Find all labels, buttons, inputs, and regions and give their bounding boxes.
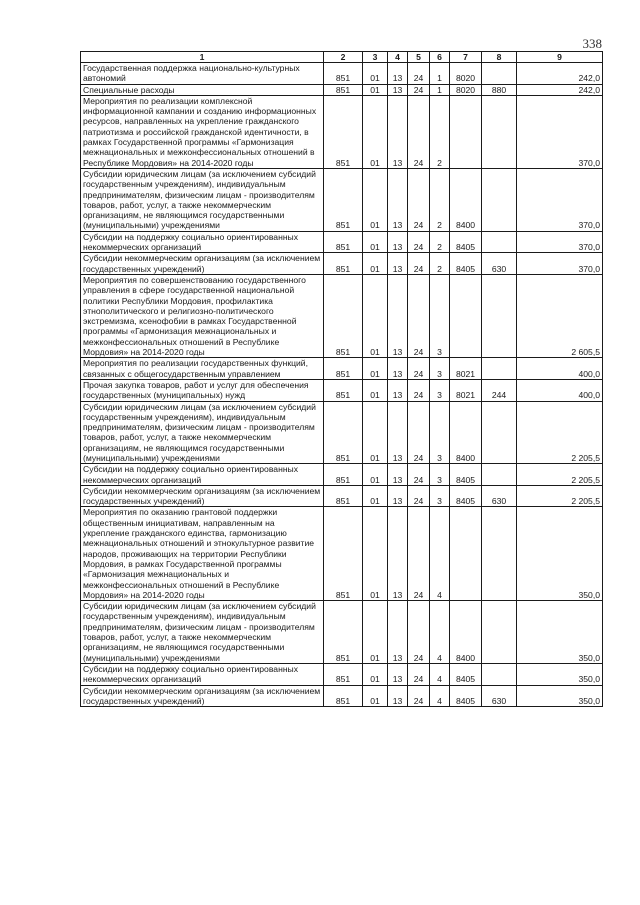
code-cell: 13 <box>388 507 408 601</box>
table-row <box>81 253 603 275</box>
budget-table <box>80 51 603 707</box>
code-cell: 01 <box>363 168 388 231</box>
code-cell <box>482 231 517 253</box>
code-cell: 851 <box>324 507 363 601</box>
code-cell: 3 <box>430 485 450 507</box>
table-row <box>81 95 603 168</box>
code-cell: 24 <box>408 63 430 85</box>
code-cell: 01 <box>363 464 388 486</box>
code-cell: 13 <box>388 274 408 357</box>
code-cell: 851 <box>324 168 363 231</box>
amount-cell: 350,0 <box>517 663 603 685</box>
row-name-cell: Субсидии юридическим лицам (за исключением субсидий государственным учреждениям), индивидуальным предпринимателям, физическим лицам - производителям товаров, работ, услуг, а также некоммерческим организациям, не являющимся государственными (муниципальными) учреждениями <box>81 601 324 664</box>
code-cell <box>482 274 517 357</box>
code-cell: 2 <box>430 253 450 275</box>
code-cell: 01 <box>363 274 388 357</box>
code-cell: 13 <box>388 464 408 486</box>
code-cell: 01 <box>363 63 388 85</box>
code-cell: 24 <box>408 379 430 401</box>
code-cell: 24 <box>408 464 430 486</box>
code-cell: 8405 <box>450 685 482 707</box>
code-cell: 851 <box>324 485 363 507</box>
code-cell: 3 <box>430 379 450 401</box>
code-cell: 3 <box>430 401 450 464</box>
code-cell: 851 <box>324 685 363 707</box>
code-cell: 8400 <box>450 601 482 664</box>
code-cell: 01 <box>363 663 388 685</box>
code-cell: 24 <box>408 485 430 507</box>
code-cell <box>482 401 517 464</box>
code-cell <box>482 663 517 685</box>
code-cell: 01 <box>363 379 388 401</box>
code-cell <box>450 507 482 601</box>
code-cell: 13 <box>388 358 408 380</box>
code-cell <box>482 464 517 486</box>
code-cell: 13 <box>388 231 408 253</box>
code-cell: 8400 <box>450 168 482 231</box>
row-name-cell: Субсидии некоммерческим организациям (за исключением государственных учреждений) <box>81 485 324 507</box>
code-cell: 13 <box>388 253 408 275</box>
code-cell: 851 <box>324 63 363 85</box>
code-cell: 24 <box>408 253 430 275</box>
table-row <box>81 168 603 231</box>
code-cell: 851 <box>324 358 363 380</box>
amount-cell: 350,0 <box>517 507 603 601</box>
table-row <box>81 84 603 95</box>
code-cell: 1 <box>430 84 450 95</box>
code-cell: 2 <box>430 95 450 168</box>
code-cell: 24 <box>408 685 430 707</box>
code-cell: 851 <box>324 401 363 464</box>
amount-cell: 370,0 <box>517 168 603 231</box>
code-cell: 880 <box>482 84 517 95</box>
amount-cell: 2 205,5 <box>517 485 603 507</box>
table-row <box>81 663 603 685</box>
amount-cell: 350,0 <box>517 685 603 707</box>
code-cell: 24 <box>408 507 430 601</box>
code-cell: 01 <box>363 685 388 707</box>
code-cell: 13 <box>388 485 408 507</box>
page-number: 338 <box>582 36 602 51</box>
column-header: 5 <box>408 52 430 63</box>
code-cell: 24 <box>408 601 430 664</box>
row-name-cell: Специальные расходы <box>81 84 324 95</box>
code-cell: 8405 <box>450 464 482 486</box>
code-cell: 4 <box>430 663 450 685</box>
table-row <box>81 601 603 664</box>
code-cell <box>450 95 482 168</box>
column-header: 4 <box>388 52 408 63</box>
code-cell: 13 <box>388 95 408 168</box>
table-row <box>81 379 603 401</box>
code-cell: 8021 <box>450 379 482 401</box>
code-cell: 13 <box>388 84 408 95</box>
column-header: 7 <box>450 52 482 63</box>
table-row <box>81 231 603 253</box>
code-cell: 13 <box>388 379 408 401</box>
row-name-cell: Субсидии юридическим лицам (за исключением субсидий государственным учреждениям), индивидуальным предпринимателям, физическим лицам - производителям товаров, работ, услуг, а также некоммерческим организациям, не являющимся государственными (муниципальными) учреждениями <box>81 168 324 231</box>
code-cell: 24 <box>408 663 430 685</box>
code-cell: 13 <box>388 601 408 664</box>
table-row <box>81 401 603 464</box>
amount-cell: 2 205,5 <box>517 401 603 464</box>
table-row <box>81 358 603 380</box>
code-cell: 851 <box>324 601 363 664</box>
code-cell: 851 <box>324 95 363 168</box>
code-cell: 2 <box>430 231 450 253</box>
amount-cell: 350,0 <box>517 601 603 664</box>
code-cell: 3 <box>430 358 450 380</box>
code-cell: 4 <box>430 685 450 707</box>
amount-cell: 370,0 <box>517 253 603 275</box>
code-cell: 851 <box>324 253 363 275</box>
amount-cell: 400,0 <box>517 358 603 380</box>
code-cell: 4 <box>430 601 450 664</box>
amount-cell: 400,0 <box>517 379 603 401</box>
row-name-cell: Мероприятия по совершенствованию государственного управления в сфере государственной национальной политики Республики Мордовия, профилактика этнополитического и религиозно-политического экстремизма, ксенофобии в рамках Государственной программы «Гармонизация межнациональных и межконфессиональных отношений в Республике Мордовия» на 2014-2020 годы <box>81 274 324 357</box>
code-cell <box>482 95 517 168</box>
code-cell <box>482 63 517 85</box>
amount-cell: 242,0 <box>517 63 603 85</box>
code-cell: 24 <box>408 168 430 231</box>
code-cell: 24 <box>408 274 430 357</box>
code-cell: 1 <box>430 63 450 85</box>
column-header: 6 <box>430 52 450 63</box>
code-cell: 13 <box>388 401 408 464</box>
code-cell: 851 <box>324 274 363 357</box>
code-cell: 01 <box>363 358 388 380</box>
code-cell: 3 <box>430 464 450 486</box>
code-cell: 851 <box>324 663 363 685</box>
code-cell: 01 <box>363 95 388 168</box>
column-header: 3 <box>363 52 388 63</box>
code-cell: 13 <box>388 663 408 685</box>
amount-cell: 242,0 <box>517 84 603 95</box>
table-row <box>81 464 603 486</box>
code-cell <box>482 601 517 664</box>
code-cell: 851 <box>324 84 363 95</box>
code-cell: 01 <box>363 601 388 664</box>
code-cell: 851 <box>324 231 363 253</box>
code-cell: 13 <box>388 685 408 707</box>
amount-cell: 370,0 <box>517 231 603 253</box>
code-cell: 630 <box>482 253 517 275</box>
row-name-cell: Мероприятия по реализации комплексной информационной кампании и созданию информационных ресурсов, направленных на укрепление гражданского патриотизма и российской гражданской идентичности, в рамках Государственной программы «Гармонизация межнациональных и межконфессиональных отношений в Республике Мордовия» на 2014-2020 годы <box>81 95 324 168</box>
column-header: 9 <box>517 52 603 63</box>
table-row <box>81 485 603 507</box>
table-row <box>81 507 603 601</box>
code-cell: 13 <box>388 168 408 231</box>
code-cell: 24 <box>408 358 430 380</box>
code-cell: 8021 <box>450 358 482 380</box>
code-cell: 8405 <box>450 485 482 507</box>
row-name-cell: Субсидии некоммерческим организациям (за исключением государственных учреждений) <box>81 685 324 707</box>
code-cell: 8405 <box>450 663 482 685</box>
row-name-cell: Государственная поддержка национально-культурных автономий <box>81 63 324 85</box>
code-cell: 3 <box>430 274 450 357</box>
code-cell: 8400 <box>450 401 482 464</box>
row-name-cell: Субсидии на поддержку социально ориентированных некоммерческих организаций <box>81 663 324 685</box>
code-cell <box>482 358 517 380</box>
code-cell: 01 <box>363 401 388 464</box>
code-cell: 8020 <box>450 84 482 95</box>
table-row <box>81 274 603 357</box>
row-name-cell: Субсидии на поддержку социально ориентированных некоммерческих организаций <box>81 231 324 253</box>
code-cell: 630 <box>482 685 517 707</box>
code-cell: 24 <box>408 95 430 168</box>
amount-cell: 2 605,5 <box>517 274 603 357</box>
code-cell: 01 <box>363 253 388 275</box>
code-cell: 8405 <box>450 231 482 253</box>
column-header: 2 <box>324 52 363 63</box>
code-cell: 630 <box>482 485 517 507</box>
code-cell: 24 <box>408 84 430 95</box>
code-cell: 851 <box>324 464 363 486</box>
code-cell <box>482 168 517 231</box>
code-cell: 8405 <box>450 253 482 275</box>
amount-cell: 2 205,5 <box>517 464 603 486</box>
table-row <box>81 685 603 707</box>
code-cell <box>450 274 482 357</box>
table-body <box>81 63 603 707</box>
row-name-cell: Субсидии некоммерческим организациям (за исключением государственных учреждений) <box>81 253 324 275</box>
row-name-cell: Мероприятия по оказанию грантовой поддержки общественным инициативам, направленным на укрепление гражданского единства, гармонизацию межнациональных отношений и этнокультурное развитие народов, проживающих на территории Республики Мордовия, в рамках Государственной программы «Гармонизация межнациональных и межконфессиональных отношений в Республике Мордовия» на 2014-2020 годы <box>81 507 324 601</box>
amount-cell: 370,0 <box>517 95 603 168</box>
code-cell: 24 <box>408 231 430 253</box>
code-cell: 851 <box>324 379 363 401</box>
column-header: 1 <box>81 52 324 63</box>
code-cell: 13 <box>388 63 408 85</box>
table-header-row <box>81 52 603 63</box>
row-name-cell: Прочая закупка товаров, работ и услуг для обеспечения государственных (муниципальных) нужд <box>81 379 324 401</box>
column-header: 8 <box>482 52 517 63</box>
code-cell: 01 <box>363 231 388 253</box>
code-cell: 4 <box>430 507 450 601</box>
code-cell: 2 <box>430 168 450 231</box>
row-name-cell: Субсидии юридическим лицам (за исключением субсидий государственным учреждениям), индивидуальным предпринимателям, физическим лицам - производителям товаров, работ, услуг, а также некоммерческим организациям, не являющимся государственными (муниципальными) учреждениями <box>81 401 324 464</box>
code-cell: 01 <box>363 485 388 507</box>
table-row <box>81 63 603 85</box>
row-name-cell: Мероприятия по реализации государственных функций, связанных с общегосударственным управлением <box>81 358 324 380</box>
code-cell <box>482 507 517 601</box>
code-cell: 24 <box>408 401 430 464</box>
code-cell: 8020 <box>450 63 482 85</box>
code-cell: 01 <box>363 507 388 601</box>
code-cell: 01 <box>363 84 388 95</box>
row-name-cell: Субсидии на поддержку социально ориентированных некоммерческих организаций <box>81 464 324 486</box>
code-cell: 244 <box>482 379 517 401</box>
